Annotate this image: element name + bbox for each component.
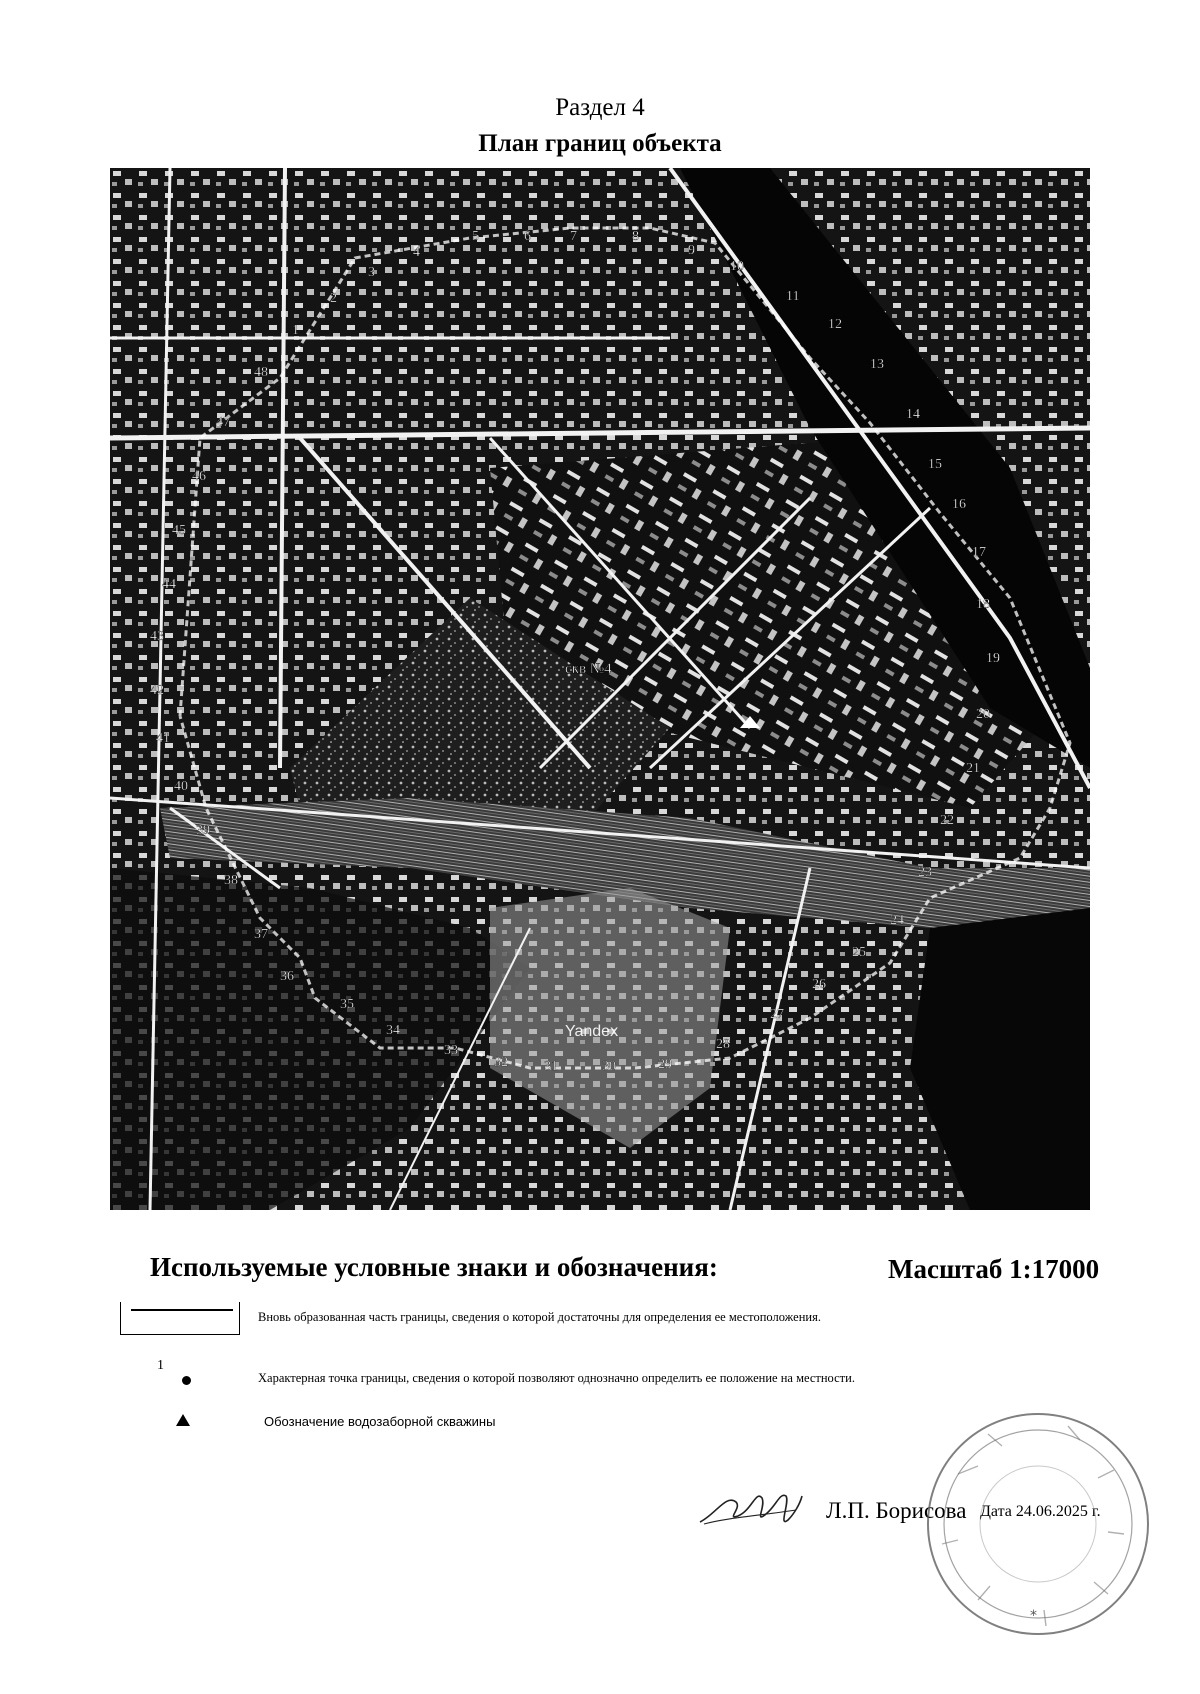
map-point-label: 6	[524, 229, 531, 244]
map-point-label: 20	[976, 707, 990, 722]
section-heading: Раздел 4	[555, 94, 645, 121]
map-point-label: 15	[928, 457, 942, 472]
map-point-label: 19	[986, 651, 1000, 666]
legend-item-point-text: Характерная точка границы, сведения о которой позволяют однозначно определить ее положение на местности.	[258, 1371, 855, 1385]
map-point-label: 38	[224, 873, 238, 888]
svg-text:*: *	[1030, 1608, 1037, 1624]
signer-name: Л.П. Борисова	[826, 1498, 967, 1523]
map-point-label: 7	[570, 229, 577, 244]
map-point-label: 41	[156, 731, 170, 746]
map-point-label: 26	[812, 977, 826, 992]
map-point-label: 47	[216, 415, 230, 430]
map-point-label: 35	[340, 997, 354, 1012]
map-point-label: 17	[972, 545, 986, 560]
legend-line-symbol	[120, 1302, 240, 1335]
map-point-label: 29	[658, 1057, 672, 1072]
signature-date: Дата 24.06.2025 г.	[980, 1503, 1101, 1520]
map-point-label: 48	[254, 365, 268, 380]
signature	[696, 1484, 806, 1534]
map-point-label: 46	[192, 469, 206, 484]
map-well-label: скв №4	[565, 661, 612, 677]
legend-item-well-text: Обозначение водозаборной скважины	[264, 1414, 496, 1429]
map-point-label: 28	[716, 1037, 730, 1052]
map-point-label: 23	[918, 865, 932, 880]
map-point-label: 12	[828, 317, 842, 332]
map-point-label: 16	[952, 497, 966, 512]
map-point-label: 8	[632, 229, 639, 244]
map-point-label: 9	[688, 243, 695, 258]
map-point-label: 44	[162, 577, 176, 592]
legend-item-line-text: Вновь образованная часть границы, сведения о которой достаточны для определения ее местоположения.	[258, 1310, 821, 1324]
map-point-label: 43	[150, 629, 164, 644]
map-point-label: 27	[770, 1007, 784, 1022]
legend-point-number: 1	[157, 1358, 164, 1373]
map-point-label: 25	[852, 945, 866, 960]
map-point-label: 2	[330, 291, 337, 306]
map-point-label: 30	[602, 1059, 616, 1074]
legend-triangle-icon	[176, 1414, 190, 1426]
map-point-label: 13	[870, 357, 884, 372]
map-point-label: 37	[254, 927, 268, 942]
map-point-label: 22	[940, 813, 954, 828]
map-point-label: 18	[976, 597, 990, 612]
legend-point-dot-icon	[182, 1376, 191, 1385]
map-point-label: 10	[730, 259, 744, 274]
map-point-label: 24	[890, 913, 904, 928]
official-seal	[918, 1404, 1158, 1644]
plan-title: План границ объекта	[478, 130, 722, 157]
map-point-label: 11	[786, 289, 800, 304]
map-point-label: 32	[494, 1055, 508, 1070]
legend-title: Используемые условные знаки и обозначения:	[150, 1252, 718, 1282]
map-canvas	[110, 168, 1090, 1210]
map-point-label: 5	[472, 229, 479, 244]
map-point-label: 45	[172, 523, 186, 538]
map-point-label: 14	[906, 407, 920, 422]
map-watermark: Yandex	[565, 1023, 619, 1040]
map-point-label: 21	[966, 761, 980, 776]
map-point-label: 42	[150, 683, 164, 698]
map-point-label: 33	[444, 1043, 458, 1058]
map-point-label: 31	[544, 1059, 558, 1074]
map-point-label: 3	[368, 265, 375, 280]
map-point-label: 40	[174, 779, 188, 794]
map-point-label: 1	[292, 323, 299, 338]
map-point-label: 36	[280, 969, 294, 984]
scale-label: Масштаб 1:17000	[888, 1254, 1100, 1284]
map-point-label: 39	[196, 823, 210, 838]
map-point-label: 4	[413, 245, 420, 260]
satellite-map	[110, 168, 1090, 1210]
map-point-label: 34	[386, 1023, 400, 1038]
